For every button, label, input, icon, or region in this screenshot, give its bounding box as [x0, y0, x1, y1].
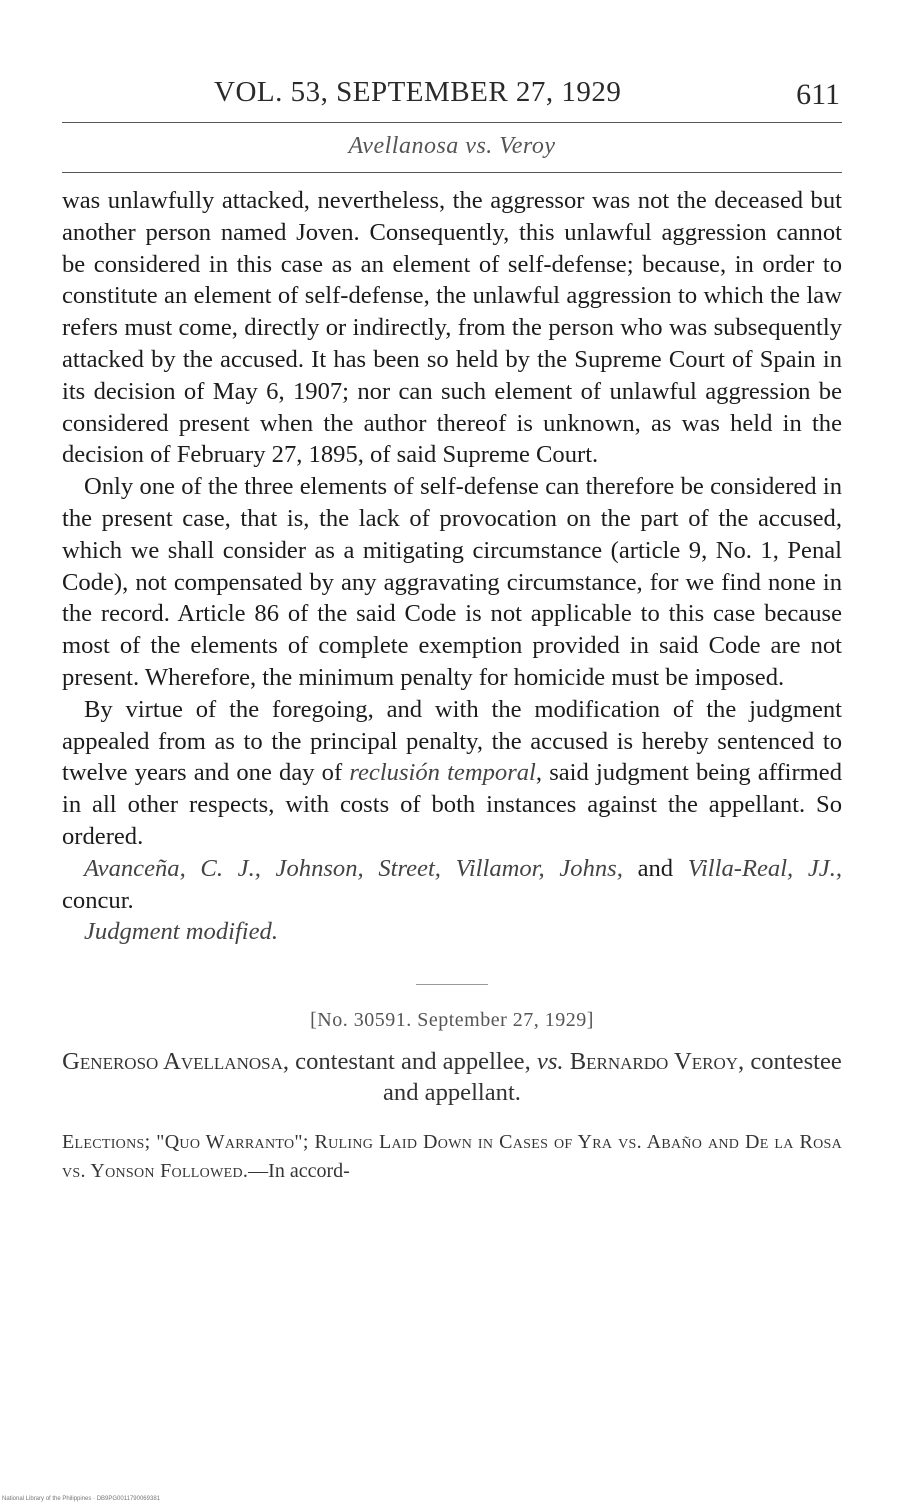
concur-and: and	[637, 854, 674, 882]
header-rule-bottom	[62, 172, 842, 173]
concur-word: concur.	[62, 886, 134, 914]
running-head	[62, 70, 842, 122]
disposition: Judgment modified.	[84, 918, 278, 946]
defendant-name: Bernardo Veroy	[569, 1048, 739, 1076]
plaintiff-role: , contestant and appellee,	[282, 1048, 537, 1076]
concurring-last: Villa-Real, JJ.,	[687, 854, 842, 882]
syllabus-heading: Elections; "Quo Warranto"; Ruling Laid Down in Cases of Yra vs. Abaño and De la Rosa vs. Yonson Followed.	[62, 1131, 842, 1183]
page-number: 611	[796, 78, 840, 111]
syllabus-text: —In accord-	[248, 1160, 350, 1183]
versus: vs.	[536, 1048, 564, 1076]
case-number: [No. 30591. September 27, 1929]	[310, 1009, 594, 1032]
paragraph-3	[62, 694, 842, 853]
paragraph-2: Only one of the three elements of self-defense can therefore be considered in the present case, that is, the lack of provocation on the part of the accused, which we shall consider as a mitigating circumstance (article 9, No. 1, Penal Code), not compensated by any aggravating circumstance, for we find none in the record. Article 86 of the said Code is not applicable to this case because most of the elements of complete exemption provided in said Code are not present. Wherefore, the minimum penalty for homicide must be imposed.	[62, 473, 842, 691]
concurrence-line	[62, 853, 842, 917]
paragraph-1: was unlawfully attacked, nevertheless, the aggressor was not the deceased but another person named Joven. Consequently, this unlawful aggression cannot be considered in this case as an element of self-defense; because, in order to constitute an element of self-defense, the unlawful aggression to which the law refers must come, directly or indirectly, from the person who was subsequently attacked by the accused. It has been so held by the Supreme Court of Spain in its decision of May 6, 1907; nor can such element of unlawful aggression be considered present when the author thereof is unknown, as was held in the decision of February 27, 1895, of said Supreme Court.	[62, 187, 842, 469]
source-footer: National Library of the Philippines · DB9PG0011790069381	[2, 1496, 160, 1502]
defendant-role: , contestee and appellant.	[383, 1048, 842, 1107]
plaintiff-name: Generoso Avellanosa	[62, 1048, 283, 1076]
case-caption: Avellanosa vs. Veroy	[348, 133, 556, 159]
syllabus	[62, 1128, 842, 1186]
paragraph-3-italic: reclusión temporal	[349, 759, 536, 787]
paragraph-3-after: , said judgment being affirmed in all other respects, with costs of both instances against the appellant. So ordered.	[62, 759, 842, 850]
case-divider	[416, 984, 488, 985]
volume-date-header: VOL. 53, SEPTEMBER 27, 1929	[214, 76, 622, 108]
paragraph-3-before: By virtue of the foregoing, and with the modification of the judgment appealed from as to the principal penalty, the accused is hereby sentenced to twelve years and one day of	[62, 695, 842, 787]
opinion-body	[62, 185, 842, 948]
case-parties	[62, 1046, 842, 1108]
concurring-justices: Avanceña, C. J., Johnson, Street, Villamor, Johns,	[84, 854, 623, 882]
document-page	[62, 70, 842, 1186]
